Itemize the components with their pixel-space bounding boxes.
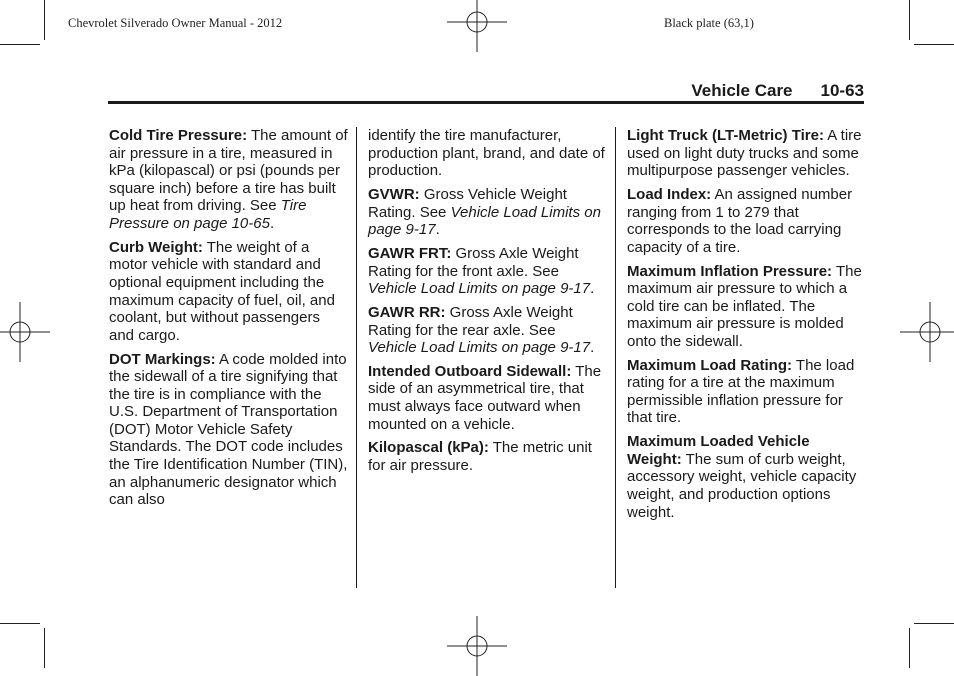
glossary-term: GVWR: (368, 185, 420, 203)
cross-reference-link[interactable]: Vehicle Load Limits on page 9-17 (368, 339, 591, 357)
glossary-term: GAWR RR: (368, 303, 446, 321)
section-title: Vehicle Care (691, 81, 793, 100)
crop-mark (909, 0, 910, 40)
glossary-term: Intended Outboard Sidewall: (368, 362, 572, 380)
glossary-entry (109, 351, 349, 509)
glossary-entry (109, 127, 349, 233)
glossary-definition: The metric unit for air pressure. (368, 439, 592, 475)
glossary-entry (368, 245, 608, 298)
running-header-left: Chevrolet Silverado Owner Manual - 2012 (68, 16, 283, 30)
glossary-definition: The sum of curb weight, accessory weight, vehicle capacity weight, and production options weight. (627, 450, 857, 521)
glossary-definition: The side of an asymmetrical tire, that must always face outward when mounted on a vehicle. (368, 362, 602, 433)
crop-mark (44, 0, 45, 40)
glossary-definition: identify the tire manufacturer, production plant, brand, and date of production. (368, 127, 605, 180)
registration-mark-icon (0, 302, 50, 362)
text-column-3 (627, 127, 867, 527)
punctuation: . (435, 221, 440, 239)
crop-mark (914, 44, 954, 45)
glossary-term: DOT Markings: (109, 350, 216, 368)
glossary-entry (627, 127, 867, 180)
cross-reference-link[interactable]: Vehicle Load Limits on page 9-17 (368, 280, 591, 298)
section-header (691, 81, 864, 101)
glossary-term: Curb Weight: (109, 238, 203, 256)
glossary-definition: Gross Axle Weight Rating for the rear axle. See (368, 303, 573, 339)
glossary-definition: Gross Vehicle Weight Rating. See (368, 185, 567, 221)
text-column-1 (109, 127, 349, 515)
header-rule (108, 101, 864, 104)
glossary-entry (627, 357, 867, 427)
registration-mark-icon (447, 616, 507, 676)
glossary-entry (368, 304, 608, 357)
glossary-term: Maximum Load Rating: (627, 356, 793, 374)
glossary-entry (368, 127, 608, 180)
glossary-term: Kilopascal (kPa): (368, 439, 489, 457)
column-divider (615, 127, 616, 588)
glossary-term: Maximum Inflation Pressure: (627, 262, 833, 280)
punctuation: . (590, 339, 595, 357)
glossary-definition: A code molded into the sidewall of a tire signifying that the tire is in compliance with the U.S. Department of Transportation (DOT) Motor Vehicle Safety Standards. The DOT code includes the Tire Identification Number (TIN), an alphanumeric designator which can also (109, 350, 348, 509)
glossary-term: Light Truck (LT-Metric) Tire: (627, 127, 824, 144)
crop-mark (914, 623, 954, 624)
glossary-entry (368, 186, 608, 239)
crop-mark (0, 623, 40, 624)
glossary-entry (368, 363, 608, 433)
punctuation: . (590, 280, 595, 298)
text-column-2 (368, 127, 608, 481)
crop-mark (44, 628, 45, 668)
glossary-term: Cold Tire Pressure: (109, 127, 248, 144)
punctuation: . (269, 214, 275, 232)
glossary-definition: The weight of a motor vehicle with standard and optional equipment including the maximum capacity of fuel, oil, and coolant, but without passengers and cargo. (109, 238, 335, 344)
running-header-right: Black plate (63,1) (664, 16, 754, 30)
glossary-entry (109, 239, 349, 345)
crop-mark (909, 628, 910, 668)
cross-reference-link[interactable]: Vehicle Load Limits on page 9-17 (368, 203, 601, 239)
glossary-entry (627, 433, 867, 521)
glossary-definition: The load rating for a tire at the maximum permissible inflation pressure for that tire. (627, 356, 855, 427)
glossary-term: Maximum Loaded Vehicle Weight: (627, 433, 810, 468)
glossary-term: GAWR FRT: (368, 244, 452, 262)
glossary-entry (368, 439, 608, 474)
crop-mark (0, 44, 40, 45)
cross-reference-link[interactable]: Tire Pressure on page 10-65 (109, 197, 307, 232)
glossary-definition: The maximum air pressure to which a cold tire can be inflated. The maximum air pressure is molded onto the sidewall. (627, 262, 862, 350)
page-number: 10-63 (820, 81, 864, 100)
glossary-definition: The amount of air pressure in a tire, measured in kPa (kilopascal) or psi (pounds per square inch) before a tire has built up heat from driving. See (109, 127, 348, 215)
glossary-definition: A tire used on light duty trucks and some multipurpose passenger vehicles. (627, 127, 862, 180)
glossary-entry (627, 186, 867, 256)
glossary-definition: An assigned number ranging from 1 to 279 that corresponds to the load carrying capacity of a tire. (627, 185, 853, 256)
registration-mark-icon (900, 302, 954, 362)
glossary-term: Load Index: (627, 185, 712, 203)
column-divider (356, 127, 357, 588)
glossary-entry (627, 263, 867, 351)
registration-mark-icon (447, 0, 507, 52)
glossary-definition: Gross Axle Weight Rating for the front axle. See (368, 244, 579, 280)
